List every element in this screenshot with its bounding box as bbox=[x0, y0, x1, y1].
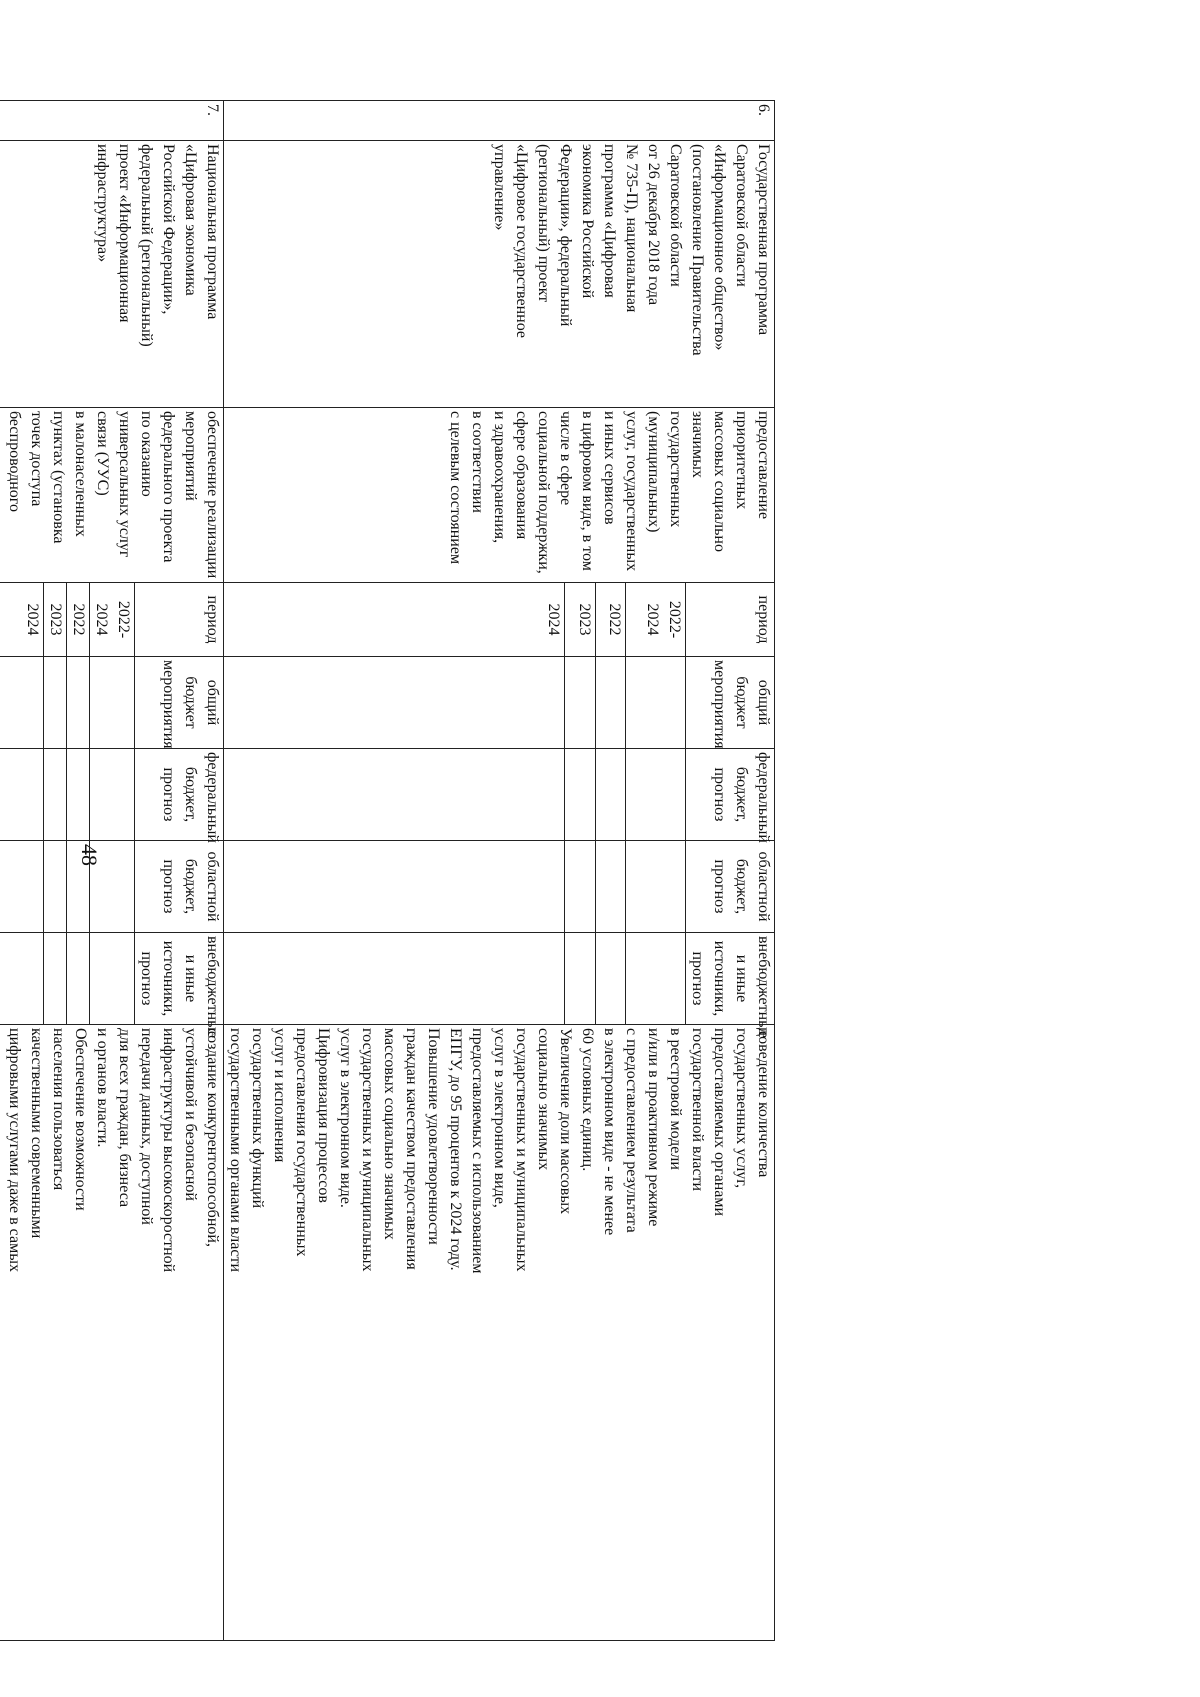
extra-budget-header-line: и иные bbox=[733, 954, 750, 1003]
activity-line: универсальных услуг bbox=[116, 411, 133, 558]
year-cell: 2023 bbox=[565, 583, 596, 657]
extra-budget-header-line: прогноз bbox=[138, 951, 155, 1006]
result-line: с предоставлением результата bbox=[623, 1028, 640, 1233]
program-name-line: Национальная программа bbox=[204, 144, 221, 320]
budget-value-cell bbox=[90, 841, 135, 933]
extra-budget-header-line: и иные bbox=[182, 954, 199, 1003]
activity-line: беспроводного bbox=[6, 411, 23, 512]
budget-value-cell bbox=[90, 933, 135, 1025]
table-row bbox=[135, 101, 224, 1641]
activity-cell bbox=[0, 408, 224, 583]
program-name-cell bbox=[224, 141, 775, 408]
extra-budget-header bbox=[686, 933, 775, 1038]
activity-line bbox=[0, 411, 3, 579]
budget-value-cell bbox=[90, 749, 135, 841]
program-table bbox=[0, 100, 775, 1641]
program-name-line: № 735-П), национальная bbox=[623, 144, 640, 313]
program-name-line: (постановление Правительства bbox=[689, 144, 706, 356]
result-line: передачи данных, доступной bbox=[138, 1028, 155, 1225]
budget-value-cell bbox=[67, 841, 90, 933]
result-line: услуг в электронном виде, bbox=[491, 1028, 508, 1208]
budget-value-cell bbox=[0, 657, 44, 749]
result-line: государственных и муниципальных bbox=[513, 1028, 530, 1272]
activity-line: приоритетных bbox=[733, 411, 750, 510]
budget-value-cell bbox=[67, 933, 90, 1025]
total-budget-header bbox=[686, 657, 775, 749]
result-line: для всех граждан, бизнеса bbox=[116, 1028, 133, 1208]
activity-line: пунктах (установка bbox=[50, 411, 67, 544]
extra-budget-header bbox=[135, 933, 224, 1038]
activity-line: в соответствии bbox=[469, 411, 486, 513]
program-name-line: управление» bbox=[491, 144, 508, 231]
program-name-line: экономика Российской bbox=[579, 144, 596, 299]
result-line: социально значимых bbox=[535, 1028, 552, 1171]
result-line: граждан качеством предоставления bbox=[403, 1028, 420, 1270]
result-line: государственных и муниципальных bbox=[359, 1028, 376, 1272]
budget-value-cell bbox=[565, 749, 596, 841]
budget-value-cell bbox=[0, 933, 44, 1025]
budget-value-cell bbox=[626, 749, 686, 841]
activity-line: массовых социально bbox=[711, 411, 728, 552]
result-line: населения пользоваться bbox=[50, 1028, 67, 1191]
regional-budget-header bbox=[135, 841, 224, 933]
result-line: и/или в проактивном режиме bbox=[645, 1028, 662, 1227]
total-budget-header-line: бюджет bbox=[182, 676, 199, 729]
activity-line: социальной поддержки, bbox=[535, 411, 552, 574]
extra-budget-header-line: прогноз bbox=[689, 951, 706, 1006]
activity-line: с целевым состоянием bbox=[447, 411, 464, 565]
budget-value-cell bbox=[44, 933, 67, 1025]
result-line: 60 условных единиц. bbox=[579, 1028, 596, 1172]
total-budget-header-line: общий bbox=[204, 679, 221, 726]
budget-value-cell bbox=[224, 841, 565, 933]
extra-budget-header-line: внебюджетные bbox=[755, 936, 772, 1038]
activity-line: значимых bbox=[689, 411, 706, 478]
year-cell: 2022 bbox=[595, 583, 626, 657]
regional-budget-header-line: областной bbox=[755, 851, 772, 922]
year-cell: 2024 bbox=[224, 583, 565, 657]
result-line: услуг и исполнения bbox=[271, 1028, 288, 1163]
program-name-line: программа «Цифровая bbox=[601, 144, 618, 298]
program-name-cell bbox=[0, 141, 224, 408]
activity-line: (муниципальных) bbox=[645, 411, 662, 533]
table-row bbox=[686, 101, 775, 1641]
budget-value-cell bbox=[595, 933, 626, 1025]
result-line: цифровыми услугами даже в самых bbox=[6, 1028, 23, 1272]
activity-line: обеспечение реализации bbox=[204, 411, 221, 579]
result-line: государственными органами власти bbox=[227, 1028, 244, 1273]
regional-budget-header-line: прогноз bbox=[160, 859, 177, 914]
total-budget-header-line: общий bbox=[755, 679, 772, 726]
activity-line: в цифровом виде, в том bbox=[579, 411, 596, 571]
result-cell bbox=[0, 1025, 224, 1641]
federal-budget-header-line: федеральный bbox=[204, 752, 221, 843]
result-line: в реестровой модели bbox=[667, 1028, 684, 1170]
result-line: массовых социально значимых bbox=[381, 1028, 398, 1240]
regional-budget-header-line: бюджет, bbox=[182, 858, 199, 915]
budget-value-cell bbox=[565, 933, 596, 1025]
year-cell: 2022 bbox=[67, 583, 90, 657]
budget-value-cell bbox=[595, 657, 626, 749]
budget-value-cell bbox=[224, 657, 565, 749]
total-budget-header-line: бюджет bbox=[733, 676, 750, 729]
program-name-line: Российской Федерации», bbox=[160, 144, 177, 315]
row-number: 6. bbox=[224, 101, 775, 141]
activity-line: числе в сфере bbox=[557, 411, 574, 506]
budget-value-cell bbox=[565, 657, 596, 749]
activity-line: федерального проекта bbox=[160, 411, 177, 563]
period-header: период bbox=[135, 583, 224, 657]
result-line: Повышение удовлетворенности bbox=[425, 1028, 442, 1245]
activity-line: и иных сервисов bbox=[601, 411, 618, 525]
budget-value-cell bbox=[224, 749, 565, 841]
result-line: Увеличение доли массовых bbox=[557, 1028, 574, 1215]
program-name-line: от 26 декабря 2018 года bbox=[645, 144, 662, 306]
row-number: 7. bbox=[0, 101, 224, 141]
regional-budget-header-line: прогноз bbox=[711, 859, 728, 914]
result-line: предоставляемых органами bbox=[711, 1028, 728, 1217]
program-name-line: проект «Информационная bbox=[116, 144, 133, 323]
program-name-line: «Цифровое государственное bbox=[513, 144, 530, 338]
program-name-line: федеральный (региональный) bbox=[138, 144, 155, 347]
budget-value-cell bbox=[565, 841, 596, 933]
result-line: создание конкурентоспособной, bbox=[204, 1028, 221, 1247]
federal-budget-header-line: прогноз bbox=[711, 767, 728, 822]
budget-value-cell bbox=[44, 749, 67, 841]
total-budget-header bbox=[135, 657, 224, 749]
result-line: ЕПГУ, до 95 процентов к 2024 году. bbox=[447, 1028, 464, 1271]
budget-value-cell bbox=[90, 657, 135, 749]
year-cell: 2022-2024 bbox=[90, 583, 135, 657]
result-line: устойчивой и безопасной bbox=[182, 1028, 199, 1201]
activity-cell bbox=[224, 408, 775, 583]
regional-budget-header-line: бюджет, bbox=[733, 858, 750, 915]
result-line: и органов власти. bbox=[94, 1028, 111, 1148]
federal-budget-header bbox=[135, 749, 224, 841]
budget-value-cell bbox=[626, 841, 686, 933]
program-name-line: Федерации», федеральный bbox=[557, 144, 574, 327]
activity-line: сфере образования bbox=[513, 411, 530, 540]
result-line: предоставления государственных bbox=[293, 1028, 310, 1257]
federal-budget-header bbox=[686, 749, 775, 841]
extra-budget-header-line: внебюджетные bbox=[204, 936, 221, 1038]
result-line bbox=[0, 1028, 3, 1637]
budget-value-cell bbox=[0, 749, 44, 841]
total-budget-header-line: мероприятия bbox=[711, 660, 728, 749]
program-name-line: Саратовской области bbox=[667, 144, 684, 287]
program-name-line: Саратовской области bbox=[733, 144, 750, 287]
year-cell: 2022-2024 bbox=[626, 583, 686, 657]
budget-value-cell bbox=[626, 933, 686, 1025]
activity-line: точек доступа bbox=[28, 411, 45, 507]
program-name-line: (региональный) проект bbox=[535, 144, 552, 303]
activity-line: государственных bbox=[667, 411, 684, 528]
result-line: государственных функций bbox=[249, 1028, 266, 1209]
regional-budget-header bbox=[686, 841, 775, 933]
result-line: инфраструктуры высокоскоростной bbox=[160, 1028, 177, 1273]
activity-line: и здравоохранения, bbox=[491, 411, 508, 544]
federal-budget-header-line: бюджет, bbox=[182, 766, 199, 823]
federal-budget-header-line: прогноз bbox=[160, 767, 177, 822]
budget-value-cell bbox=[626, 657, 686, 749]
result-line: качественными современными bbox=[28, 1028, 45, 1239]
year-cell: 2024 bbox=[0, 583, 44, 657]
budget-value-cell bbox=[224, 933, 565, 1025]
table-body bbox=[0, 101, 775, 1641]
activity-line: по оказанию bbox=[138, 411, 155, 497]
federal-budget-header-line: федеральный bbox=[755, 752, 772, 843]
federal-budget-header-line: бюджет, bbox=[733, 766, 750, 823]
program-name-line: «Цифровая экономика bbox=[182, 144, 199, 296]
program-name-line: «Информационное общество» bbox=[711, 144, 728, 351]
budget-value-cell bbox=[595, 841, 626, 933]
total-budget-header-line: мероприятия bbox=[160, 660, 177, 749]
result-line: государственной власти bbox=[689, 1028, 706, 1192]
budget-value-cell bbox=[67, 749, 90, 841]
extra-budget-header-line: источники, bbox=[160, 940, 177, 1017]
result-line: государственных услуг, bbox=[733, 1028, 750, 1189]
result-line: услуг в электронном виде. bbox=[337, 1028, 354, 1208]
budget-value-cell bbox=[0, 841, 44, 933]
page-number: 48 bbox=[77, 844, 102, 866]
result-cell bbox=[224, 1025, 775, 1641]
regional-budget-header-line: областной bbox=[204, 851, 221, 922]
activity-line: услуг, государственных bbox=[623, 411, 640, 572]
activity-line: связи (УУС) bbox=[94, 411, 111, 496]
budget-value-cell bbox=[44, 841, 67, 933]
result-line: предоставляемых с использованием bbox=[469, 1028, 486, 1274]
budget-value-cell bbox=[595, 749, 626, 841]
program-name-line: Государственная программа bbox=[755, 144, 772, 336]
program-name-line: инфраструктура» bbox=[94, 144, 111, 263]
budget-value-cell bbox=[67, 657, 90, 749]
budget-value-cell bbox=[44, 657, 67, 749]
extra-budget-header-line: источники, bbox=[711, 940, 728, 1017]
activity-line: в малонаселенных bbox=[72, 411, 89, 537]
activity-line: мероприятий bbox=[182, 411, 199, 501]
result-line: Цифровизация процессов bbox=[315, 1028, 332, 1203]
period-header: период bbox=[686, 583, 775, 657]
result-line: в электронном виде - не менее bbox=[601, 1028, 618, 1236]
result-line: доведение количества bbox=[755, 1028, 772, 1178]
year-cell: 2023 bbox=[44, 583, 67, 657]
activity-line: предоставление bbox=[755, 411, 772, 520]
result-line: Обеспечение возможности bbox=[72, 1028, 89, 1211]
